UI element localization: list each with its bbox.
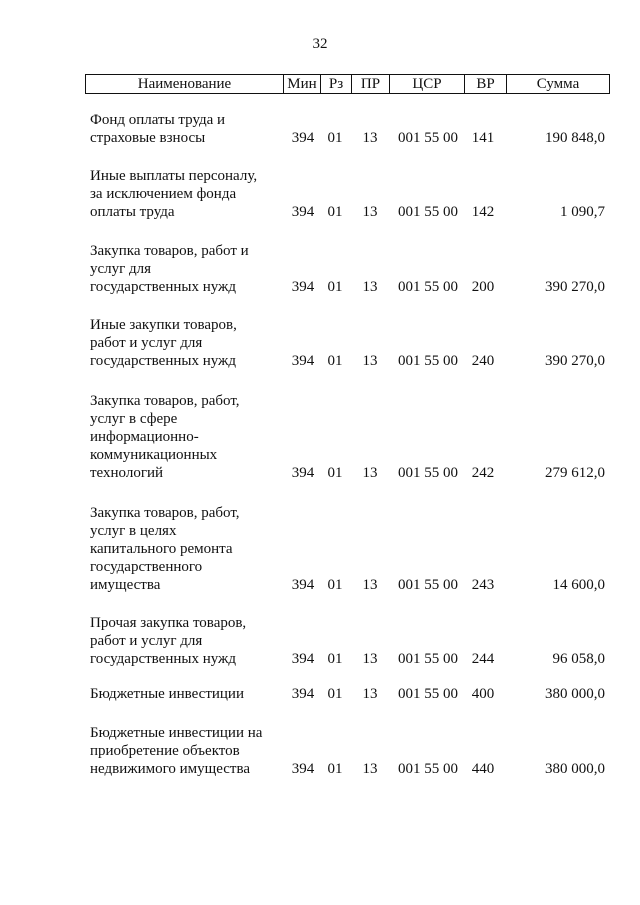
row-name-line: коммуникационных	[90, 447, 218, 463]
row-name-line: услуг в целях	[90, 523, 177, 539]
row-rz: 01	[327, 761, 343, 777]
row-pr: 13	[362, 353, 378, 369]
row-rz: 01	[327, 465, 343, 481]
row-min: 394	[291, 465, 315, 481]
row-min: 394	[291, 204, 315, 220]
row-pr: 13	[362, 651, 378, 667]
row-name-line: Прочая закупка товаров,	[90, 615, 247, 631]
row-pr: 13	[362, 130, 378, 146]
table-row	[0, 685, 640, 703]
row-pr: 13	[362, 465, 378, 481]
row-name-line: Фонд оплаты труда и	[90, 112, 226, 128]
row-pr: 13	[362, 279, 378, 295]
row-rz: 01	[327, 130, 343, 146]
row-sum: 380 000,0	[545, 761, 605, 777]
header-sum: Сумма	[536, 76, 580, 92]
row-name-line: Закупка товаров, работ,	[90, 505, 240, 521]
row-name-line: государственных нужд	[90, 279, 237, 295]
row-csr: 001 55 00	[398, 686, 458, 702]
row-name-line: технологий	[90, 465, 164, 481]
row-name-line: за исключением фонда	[90, 186, 237, 202]
header-name: Наименование	[86, 75, 284, 93]
row-name-line: приобретение объектов	[90, 743, 240, 759]
table-row	[0, 111, 640, 147]
row-name-line: недвижимого имущества	[90, 761, 250, 777]
row-name-line: государственных нужд	[90, 651, 237, 667]
row-name	[90, 724, 285, 778]
table-row	[0, 167, 640, 221]
row-name-line: Закупка товаров, работ,	[90, 393, 240, 409]
table-row	[0, 504, 640, 594]
row-csr: 001 55 00	[398, 279, 458, 295]
header-min: Мин	[284, 75, 321, 93]
row-min: 394	[291, 577, 315, 593]
header-csr: ЦСР	[390, 75, 465, 93]
row-rz: 01	[327, 577, 343, 593]
row-min: 394	[291, 279, 315, 295]
row-name-line: оплаты труда	[90, 204, 175, 220]
row-min: 394	[291, 651, 315, 667]
row-sum: 390 270,0	[545, 279, 605, 295]
row-name-line: Закупка товаров, работ и	[90, 243, 249, 259]
row-sum: 279 612,0	[545, 465, 605, 481]
table-row	[0, 724, 640, 778]
row-vr: 243	[471, 577, 495, 593]
row-rz: 01	[327, 204, 343, 220]
row-name	[90, 316, 285, 370]
row-sum: 380 000,0	[545, 686, 605, 702]
row-name	[90, 685, 285, 703]
row-name-line: Иные выплаты персоналу,	[90, 168, 258, 184]
row-pr: 13	[362, 204, 378, 220]
row-sum: 390 270,0	[545, 353, 605, 369]
header-rz: Рз	[321, 75, 352, 93]
row-name	[90, 392, 285, 482]
row-vr: 400	[471, 686, 495, 702]
row-name-line: услуг в сфере	[90, 411, 178, 427]
table-row	[0, 614, 640, 668]
row-csr: 001 55 00	[398, 651, 458, 667]
row-pr: 13	[362, 761, 378, 777]
row-sum: 1 090,7	[560, 204, 605, 220]
row-rz: 01	[327, 353, 343, 369]
row-rz: 01	[327, 651, 343, 667]
header-vr: ВР	[465, 75, 507, 93]
row-name	[90, 504, 285, 594]
row-name-line: работ и услуг для	[90, 335, 203, 351]
row-vr: 142	[471, 204, 495, 220]
row-name-line: имущества	[90, 577, 161, 593]
row-rz: 01	[327, 279, 343, 295]
row-min: 394	[291, 130, 315, 146]
row-pr: 13	[362, 577, 378, 593]
table-row	[0, 392, 640, 482]
table-row	[0, 242, 640, 296]
row-vr: 141	[471, 130, 495, 146]
row-name	[90, 111, 285, 147]
row-min: 394	[291, 761, 315, 777]
table-row	[0, 316, 640, 370]
row-name	[90, 167, 285, 221]
row-sum: 190 848,0	[545, 130, 605, 146]
row-name-line: страховые взносы	[90, 130, 206, 146]
row-pr: 13	[362, 686, 378, 702]
row-sum: 96 058,0	[552, 651, 605, 667]
table-header	[85, 74, 610, 94]
row-sum: 14 600,0	[552, 577, 605, 593]
page-number: 32	[312, 36, 328, 52]
row-name-line: работ и услуг для	[90, 633, 203, 649]
row-vr: 244	[471, 651, 495, 667]
row-min: 394	[291, 686, 315, 702]
row-rz: 01	[327, 686, 343, 702]
row-csr: 001 55 00	[398, 465, 458, 481]
row-name	[90, 242, 285, 296]
row-csr: 001 55 00	[398, 204, 458, 220]
row-name-line: государственного	[90, 559, 203, 575]
row-csr: 001 55 00	[398, 353, 458, 369]
row-name-line: государственных нужд	[90, 353, 237, 369]
row-vr: 200	[471, 279, 495, 295]
row-name-line: услуг для	[90, 261, 152, 277]
row-name-line: Бюджетные инвестиции на	[90, 725, 263, 741]
row-vr: 240	[471, 353, 495, 369]
row-name-line: Бюджетные инвестиции	[90, 686, 244, 702]
row-name-line: Иные закупки товаров,	[90, 317, 237, 333]
row-name-line: информационно-	[90, 429, 199, 445]
row-csr: 001 55 00	[398, 577, 458, 593]
row-vr: 440	[471, 761, 495, 777]
header-pr: ПР	[352, 75, 390, 93]
row-name-line: капитального ремонта	[90, 541, 233, 557]
row-csr: 001 55 00	[398, 761, 458, 777]
row-min: 394	[291, 353, 315, 369]
row-vr: 242	[471, 465, 495, 481]
row-name	[90, 614, 285, 668]
row-csr: 001 55 00	[398, 130, 458, 146]
